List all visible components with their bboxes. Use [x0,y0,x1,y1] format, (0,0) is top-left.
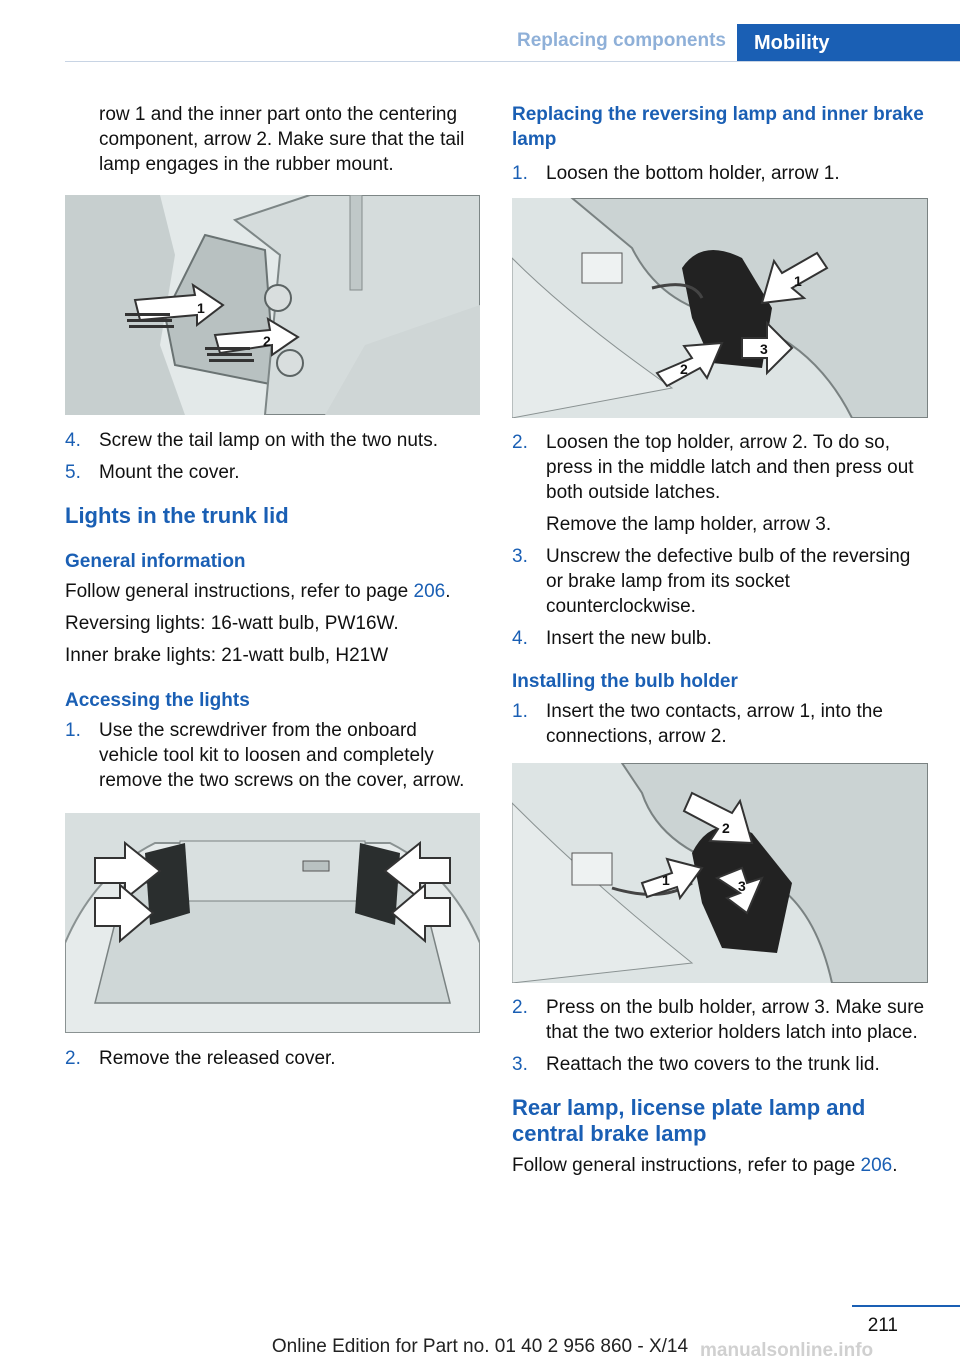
page-link-206[interactable]: 206 [413,581,446,602]
general-text: Follow general instructions, refer to page [65,581,409,602]
list-item [65,428,480,453]
heading-installing-bulb-holder: Installing the bulb holder [512,671,738,692]
step-text: Remove the released cover. [99,1048,336,1069]
step-number: 5. [65,462,81,483]
left-column [65,102,480,1078]
rear-text: Follow general instructions, refer to page [512,1155,856,1176]
steps-list-b [512,430,928,651]
figure-contacts [512,763,928,983]
page-number: 211 [867,1315,898,1336]
watermark-text: manualsonline.info [700,1340,874,1361]
fig4-label-1: 1 [662,872,670,888]
list-item [512,430,928,505]
step-text: Insert the two contacts, arrow 1, into the connections, arrow 2. [546,701,883,747]
step-text: Loosen the bottom holder, arrow 1. [546,163,840,184]
step-number: 3. [512,1054,528,1075]
general-tail: . [445,581,451,602]
step-text: Loosen the top holder, arrow 2. To do so, press in the middle latch and then press out both outside latches. [546,432,914,503]
svg-text:2: 2 [680,361,688,377]
list-item [512,995,928,1045]
step-text: Press on the bulb holder, arrow 3. Make sure that the two exterior holders latch into place. [546,997,925,1043]
header-tab-mobility[interactable]: Mobility [737,24,960,62]
figure-bottom-holder [512,198,928,418]
step-number: 2. [65,1048,81,1069]
step-number: 1. [512,701,528,722]
rear-instructions [512,1153,928,1178]
rear-tail: . [892,1155,898,1176]
step-number: 4. [65,430,81,451]
step-text: Mount the cover. [99,462,240,483]
step-number: 2. [512,432,528,453]
step-text: Unscrew the defective bulb of the reversing or brake lamp from its socket counterclockwise. [546,546,911,617]
footer-divider [852,1305,960,1307]
step-number: 1. [512,163,528,184]
intro-paragraph: row 1 and the inner part onto the centering component, arrow 2. Make sure that the tail lamp engages in the rubber mount. [99,104,465,175]
list-item [512,512,928,537]
header-divider [65,61,960,62]
page-link-206[interactable]: 206 [860,1155,893,1176]
step-text: Use the screwdriver from the onboard vehicle tool kit to loosen and completely remove the two screws on the cover, arrow. [99,720,465,791]
step-text: Screw the tail lamp on with the two nuts. [99,430,438,451]
fig1-label-1: 1 [197,300,205,316]
fig4-label-3: 3 [738,878,746,894]
header-section-title: Replacing components [516,30,726,51]
list-item [512,161,928,186]
inner-brake-lights-spec: Inner brake lights: 21-watt bulb, H21W [65,645,389,666]
heading-rear-lamp: Rear lamp, license plate lamp and central brake lamp [512,1095,866,1146]
heading-lights-trunk-lid: Lights in the trunk lid [65,503,289,528]
svg-text:1: 1 [794,273,802,289]
fig1-label-2: 2 [263,333,271,349]
list-item [512,699,928,749]
step-number: 3. [512,546,528,567]
steps-list-a [65,428,480,485]
list-item [65,718,480,793]
step-number: 4. [512,628,528,649]
step-number: 2. [512,997,528,1018]
edition-info: Online Edition for Part no. 01 40 2 956 860 - X/14 [271,1336,689,1357]
heading-accessing-lights: Accessing the lights [65,690,250,711]
step-text: Reattach the two covers to the trunk lid. [546,1054,880,1075]
svg-text:3: 3 [760,341,768,357]
right-column [512,102,928,1178]
list-item [512,626,928,651]
fig4-label-2: 2 [722,820,730,836]
heading-general-information: General information [65,551,246,572]
figure-tail-lamp [65,195,480,415]
heading-replacing-reversing-lamp: Replacing the reversing lamp and inner brake lamp [512,104,924,150]
general-instructions [65,579,480,604]
step-text: Insert the new bulb. [546,628,712,649]
figure-trunk-cover [65,813,480,1033]
list-item [512,1052,928,1077]
list-item [65,1046,480,1071]
list-item [512,544,928,619]
step-number [512,512,546,537]
list-item [65,460,480,485]
step-number: 1. [65,720,81,741]
steps-list-c [512,995,928,1077]
step-text: Remove the lamp holder, arrow 3. [546,514,832,535]
reversing-lights-spec: Reversing lights: 16-watt bulb, PW16W. [65,613,399,634]
